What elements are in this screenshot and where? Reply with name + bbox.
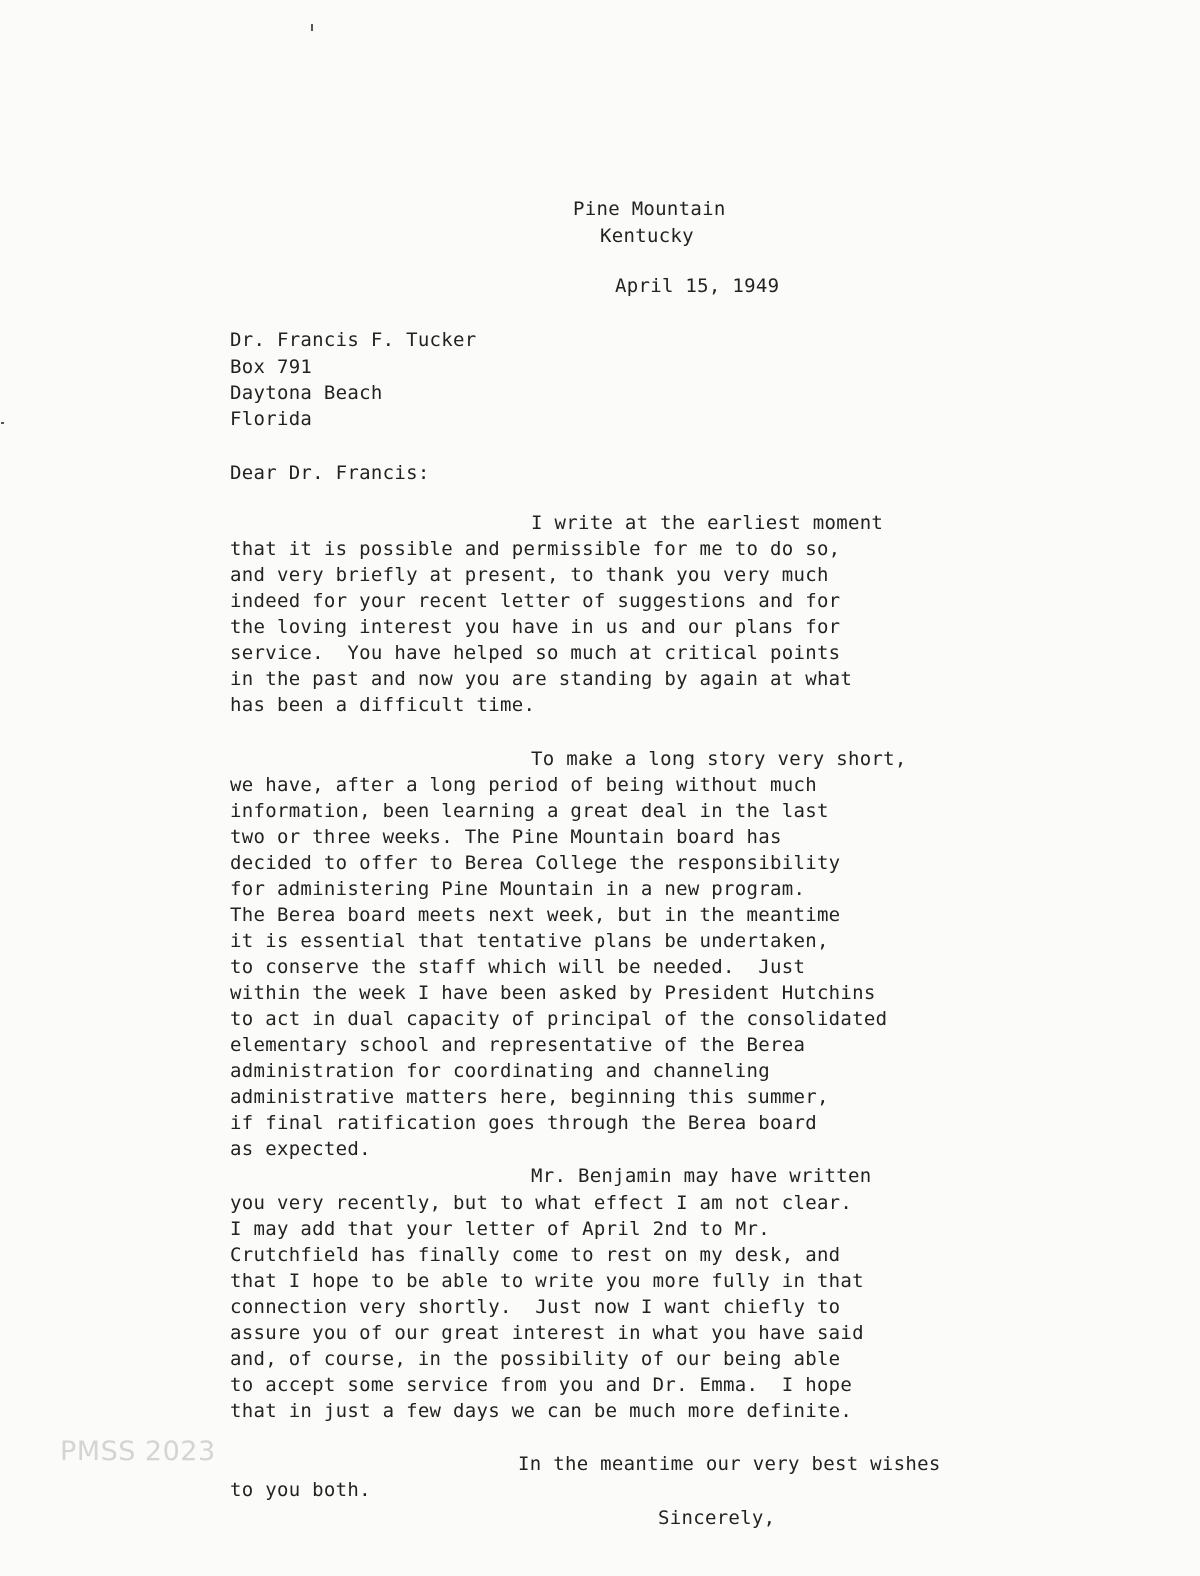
paragraph-3-line: connection very shortly. Just now I want chiefly to [230,1296,841,1318]
paragraph-2-line: elementary school and representative of the Berea [230,1034,806,1056]
paragraph-1-line: that it is possible and permissible for me to do so, [230,538,841,560]
letter-date: April 15, 1949 [615,275,780,297]
paragraph-2-line: two or three weeks. The Pine Mountain board has [230,826,782,848]
paragraph-2-line: if final ratification goes through the Berea board [230,1112,817,1134]
paragraph-2-line: decided to offer to Berea College the responsibility [230,852,841,874]
paragraph-1-line: indeed for your recent letter of suggestions and for [230,590,841,612]
paragraph-2-line: administrative matters here, beginning this summer, [230,1086,829,1108]
paragraph-3-line: and, of course, in the possibility of our being able [230,1348,841,1370]
paragraph-4-line: In the meantime our very best wishes [518,1453,941,1475]
paragraph-3-line: Crutchfield has finally come to rest on my desk, and [230,1244,841,1266]
paragraph-3-line: I may add that your letter of April 2nd to Mr. [230,1218,770,1240]
paragraph-4-line: to you both. [230,1479,371,1501]
paragraph-2-line: for administering Pine Mountain in a new program. [230,878,806,900]
stray-mark [1,422,4,424]
recipient-state: Florida [230,408,313,430]
paragraph-2-line: information, been learning a great deal in the last [230,800,829,822]
paragraph-1-line: in the past and now you are standing by again at what [230,668,853,690]
stray-mark [311,24,313,31]
paragraph-2-line: we have, after a long period of being without much [230,774,817,796]
closing: Sincerely, [658,1507,776,1529]
recipient-name: Dr. Francis F. Tucker [230,329,477,351]
paragraph-3-line: Mr. Benjamin may have written [531,1165,872,1187]
paragraph-1-line: the loving interest you have in us and our plans for [230,616,841,638]
paragraph-3-line: that in just a few days we can be much more definite. [230,1400,853,1422]
recipient-city: Daytona Beach [230,382,383,404]
paragraph-3-line: to accept some service from you and Dr. Emma. I hope [230,1374,853,1396]
paragraph-2-line: it is essential that tentative plans be undertaken, [230,930,829,952]
paragraph-3-line: you very recently, but to what effect I am not clear. [230,1192,853,1214]
paragraph-3-line: assure you of our great interest in what you have said [230,1322,864,1344]
paragraph-2-line: within the week I have been asked by President Hutchins [230,982,876,1004]
recipient-box: Box 791 [230,356,313,378]
paragraph-1-line: has been a difficult time. [230,694,536,716]
paragraph-2-line: administration for coordinating and channeling [230,1060,770,1082]
paragraph-2-line: To make a long story very short, [531,748,907,770]
paragraph-2-line: The Berea board meets next week, but in the meantime [230,904,841,926]
salutation: Dear Dr. Francis: [230,462,430,484]
letterhead-line-2: Kentucky [600,225,694,247]
paragraph-2-line: to conserve the staff which will be needed. Just [230,956,806,978]
paragraph-1-line: service. You have helped so much at critical points [230,642,841,664]
letterhead-line-1: Pine Mountain [573,198,726,220]
paragraph-1-line: I write at the earliest moment [531,512,884,534]
paragraph-2-line: as expected. [230,1138,371,1160]
paragraph-3-line: that I hope to be able to write you more fully in that [230,1270,864,1292]
paragraph-2-line: to act in dual capacity of principal of the consolidated [230,1008,888,1030]
watermark: PMSS 2023 [60,1436,216,1467]
paragraph-1-line: and very briefly at present, to thank you very much [230,564,829,586]
